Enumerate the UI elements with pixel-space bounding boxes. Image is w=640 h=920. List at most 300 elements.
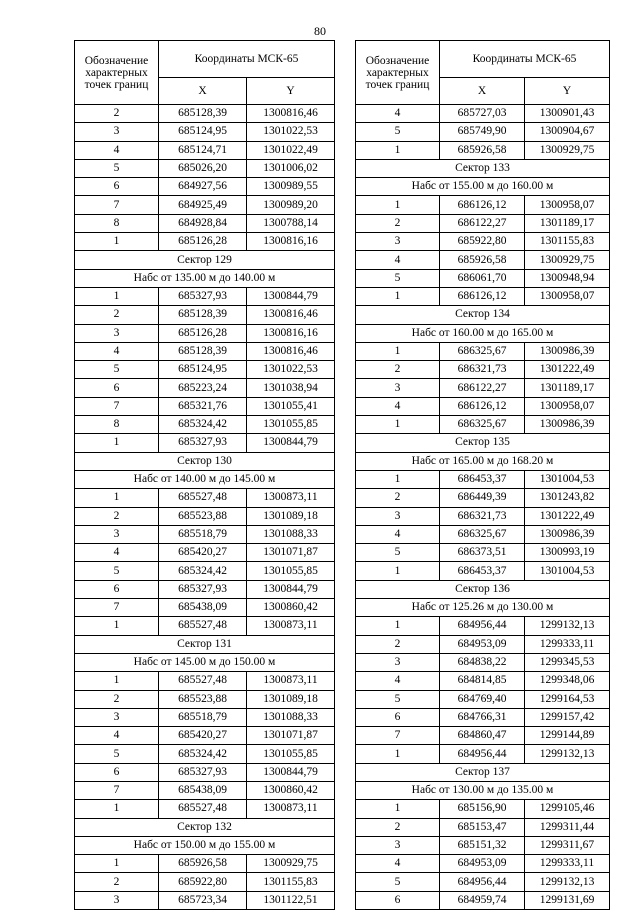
x-coordinate: 686122,27 [440, 214, 525, 232]
section-row [75, 635, 335, 653]
x-coordinate: 685324,42 [159, 562, 247, 580]
point-number: 3 [75, 525, 159, 543]
point-number: 4 [356, 672, 440, 690]
section-title: Набс от 155.00 м до 160.00 м [356, 178, 610, 196]
point-label-header: Обозначение характерных точек границ [356, 41, 440, 105]
y-coordinate: 1299345,53 [525, 653, 610, 671]
table-row [356, 361, 610, 379]
table-row [75, 891, 335, 909]
section-title: Набс от 150.00 м до 155.00 м [75, 836, 335, 854]
point-number: 1 [75, 617, 159, 635]
table-row [75, 379, 335, 397]
section-row [356, 452, 610, 470]
y-coordinate: 1300860,42 [247, 599, 335, 617]
x-coordinate: 686122,27 [440, 379, 525, 397]
point-number: 4 [75, 544, 159, 562]
x-coordinate: 686325,67 [440, 525, 525, 543]
x-coordinate: 685128,39 [159, 342, 247, 360]
table-row [356, 544, 610, 562]
x-coordinate: 686126,12 [440, 287, 525, 305]
table-row [356, 891, 610, 909]
x-coordinate: 685126,28 [159, 324, 247, 342]
y-coordinate: 1301189,17 [525, 379, 610, 397]
y-coordinate: 1300873,11 [247, 800, 335, 818]
x-coordinate: 685156,90 [440, 800, 525, 818]
table-row [75, 361, 335, 379]
x-coordinate: 684927,56 [159, 178, 247, 196]
y-coordinate: 1299131,69 [525, 891, 610, 909]
y-coordinate: 1300844,79 [247, 763, 335, 781]
table-row [75, 141, 335, 159]
point-number: 4 [75, 727, 159, 745]
y-coordinate: 1300958,07 [525, 196, 610, 214]
table-row [356, 635, 610, 653]
y-coordinate: 1301022,53 [247, 123, 335, 141]
table-row [356, 489, 610, 507]
table-row [75, 672, 335, 690]
table-row [356, 214, 610, 232]
table-row [75, 306, 335, 324]
point-number: 1 [356, 617, 440, 635]
y-coordinate: 1299311,67 [525, 836, 610, 854]
table-row [356, 836, 610, 854]
section-row [356, 434, 610, 452]
section-row [75, 470, 335, 488]
point-number: 2 [75, 306, 159, 324]
section-title: Набс от 145.00 м до 150.00 м [75, 653, 335, 671]
y-coordinate: 1300993,19 [525, 544, 610, 562]
y-coordinate: 1300901,43 [525, 105, 610, 123]
y-coordinate: 1300948,94 [525, 269, 610, 287]
section-title: Сектор 131 [75, 635, 335, 653]
x-coordinate: 686373,51 [440, 544, 525, 562]
x-coordinate: 685420,27 [159, 727, 247, 745]
y-header: Y [247, 78, 335, 105]
x-coordinate: 684928,84 [159, 214, 247, 232]
x-coordinate: 685527,48 [159, 672, 247, 690]
y-coordinate: 1301055,41 [247, 397, 335, 415]
y-coordinate: 1301155,83 [525, 233, 610, 251]
table-row [75, 287, 335, 305]
y-coordinate: 1301089,18 [247, 690, 335, 708]
point-number: 4 [356, 397, 440, 415]
y-coordinate: 1300989,20 [247, 196, 335, 214]
table-row [75, 416, 335, 434]
x-coordinate: 684814,85 [440, 672, 525, 690]
point-number: 6 [75, 763, 159, 781]
point-number: 1 [75, 672, 159, 690]
x-coordinate: 684956,44 [440, 873, 525, 891]
x-coordinate: 685926,58 [440, 141, 525, 159]
section-row [356, 324, 610, 342]
point-number: 2 [356, 214, 440, 232]
x-coordinate: 685151,32 [440, 836, 525, 854]
table-row [356, 233, 610, 251]
table-row [356, 397, 610, 415]
point-number: 4 [356, 525, 440, 543]
table-row [356, 379, 610, 397]
y-coordinate: 1301022,53 [247, 361, 335, 379]
x-coordinate: 685922,80 [159, 873, 247, 891]
table-row [356, 873, 610, 891]
coordinates-table-left [74, 40, 335, 910]
table-row [75, 196, 335, 214]
section-title: Сектор 129 [75, 251, 335, 269]
x-coordinate: 685223,24 [159, 379, 247, 397]
point-number: 1 [356, 745, 440, 763]
x-coordinate: 686061,70 [440, 269, 525, 287]
point-number: 7 [75, 196, 159, 214]
point-number: 8 [75, 214, 159, 232]
point-number: 1 [75, 800, 159, 818]
point-number: 2 [356, 361, 440, 379]
table-row [75, 708, 335, 726]
x-coordinate: 686449,39 [440, 489, 525, 507]
y-coordinate: 1300986,39 [525, 342, 610, 360]
section-title: Набс от 165.00 м до 168.20 м [356, 452, 610, 470]
table-row [356, 690, 610, 708]
y-coordinate: 1299132,13 [525, 617, 610, 635]
point-number: 6 [75, 178, 159, 196]
point-number: 7 [75, 599, 159, 617]
table-row [75, 434, 335, 452]
x-coordinate: 685324,42 [159, 416, 247, 434]
x-coordinate: 684766,31 [440, 708, 525, 726]
coordinates-header: Координаты МСК-65 [159, 41, 335, 78]
table-row [75, 233, 335, 251]
point-number: 6 [356, 708, 440, 726]
y-coordinate: 1300904,67 [525, 123, 610, 141]
x-coordinate: 685523,88 [159, 507, 247, 525]
x-coordinate: 685124,71 [159, 141, 247, 159]
x-coordinate: 684925,49 [159, 196, 247, 214]
y-coordinate: 1301004,53 [525, 562, 610, 580]
point-number: 1 [356, 196, 440, 214]
point-number: 3 [75, 324, 159, 342]
point-number: 4 [356, 855, 440, 873]
y-coordinate: 1301055,85 [247, 416, 335, 434]
x-coordinate: 684956,44 [440, 617, 525, 635]
y-coordinate: 1301022,49 [247, 141, 335, 159]
x-coordinate: 685026,20 [159, 159, 247, 177]
table-row [75, 781, 335, 799]
y-coordinate: 1299333,11 [525, 635, 610, 653]
y-coordinate: 1300816,46 [247, 306, 335, 324]
point-number: 5 [75, 745, 159, 763]
y-coordinate: 1300844,79 [247, 287, 335, 305]
x-coordinate: 685124,95 [159, 123, 247, 141]
table-row [356, 617, 610, 635]
x-coordinate: 685153,47 [440, 818, 525, 836]
table-row [356, 653, 610, 671]
x-coordinate: 686126,12 [440, 397, 525, 415]
table-row [356, 105, 610, 123]
x-coordinate: 685327,93 [159, 434, 247, 452]
x-coordinate: 685518,79 [159, 525, 247, 543]
section-title: Набс от 135.00 м до 140.00 м [75, 269, 335, 287]
x-coordinate: 685124,95 [159, 361, 247, 379]
x-coordinate: 685518,79 [159, 708, 247, 726]
y-coordinate: 1301155,83 [247, 873, 335, 891]
y-coordinate: 1300844,79 [247, 580, 335, 598]
table-row [356, 855, 610, 873]
point-label-header: Обозначение характерных точек границ [75, 41, 159, 105]
point-number: 3 [75, 708, 159, 726]
table-row [75, 507, 335, 525]
y-coordinate: 1301222,49 [525, 361, 610, 379]
table-row [356, 123, 610, 141]
x-coordinate: 685327,93 [159, 580, 247, 598]
point-number: 7 [75, 397, 159, 415]
y-coordinate: 1300958,07 [525, 287, 610, 305]
x-coordinate: 686453,37 [440, 470, 525, 488]
table-row [75, 178, 335, 196]
section-row [75, 452, 335, 470]
table-row [75, 544, 335, 562]
x-coordinate: 685749,90 [440, 123, 525, 141]
y-coordinate: 1301071,87 [247, 544, 335, 562]
y-coordinate: 1300816,16 [247, 324, 335, 342]
x-coordinate: 685527,48 [159, 617, 247, 635]
point-number: 6 [75, 580, 159, 598]
table-row [75, 525, 335, 543]
point-number: 4 [75, 342, 159, 360]
x-coordinate: 685327,93 [159, 763, 247, 781]
point-number: 3 [75, 891, 159, 909]
y-coordinate: 1300929,75 [247, 855, 335, 873]
y-coordinate: 1300816,16 [247, 233, 335, 251]
point-number: 1 [356, 287, 440, 305]
section-row [75, 836, 335, 854]
x-header: X [159, 78, 247, 105]
point-number: 5 [75, 361, 159, 379]
section-row [356, 763, 610, 781]
table-row [75, 599, 335, 617]
x-coordinate: 685128,39 [159, 105, 247, 123]
y-coordinate: 1299132,13 [525, 873, 610, 891]
point-number: 2 [75, 690, 159, 708]
table-row [75, 159, 335, 177]
point-number: 3 [356, 653, 440, 671]
x-coordinate: 685527,48 [159, 800, 247, 818]
coordinates-table-right [355, 40, 610, 910]
point-number: 4 [356, 105, 440, 123]
table-row [356, 416, 610, 434]
section-title: Набс от 140.00 м до 145.00 м [75, 470, 335, 488]
section-title: Набс от 130.00 м до 135.00 м [356, 781, 610, 799]
section-title: Сектор 130 [75, 452, 335, 470]
table-row [75, 763, 335, 781]
x-coordinate: 684953,09 [440, 635, 525, 653]
section-row [356, 580, 610, 598]
x-coordinate: 684860,47 [440, 727, 525, 745]
x-coordinate: 686325,67 [440, 342, 525, 360]
y-coordinate: 1300788,14 [247, 214, 335, 232]
point-number: 2 [356, 489, 440, 507]
point-number: 2 [75, 105, 159, 123]
point-number: 1 [75, 489, 159, 507]
point-number: 5 [356, 269, 440, 287]
table-row [75, 324, 335, 342]
point-number: 5 [356, 873, 440, 891]
section-row [75, 818, 335, 836]
x-coordinate: 686321,73 [440, 507, 525, 525]
point-number: 2 [356, 635, 440, 653]
section-title: Сектор 132 [75, 818, 335, 836]
x-coordinate: 684953,09 [440, 855, 525, 873]
table-row [75, 800, 335, 818]
y-coordinate: 1300986,39 [525, 525, 610, 543]
point-number: 1 [75, 855, 159, 873]
table-row [75, 690, 335, 708]
y-coordinate: 1301055,85 [247, 562, 335, 580]
x-coordinate: 685926,58 [440, 251, 525, 269]
section-row [75, 269, 335, 287]
table-row [356, 287, 610, 305]
point-number: 3 [356, 836, 440, 854]
table-row [356, 708, 610, 726]
point-number: 1 [356, 470, 440, 488]
point-number: 5 [75, 159, 159, 177]
point-number: 1 [75, 434, 159, 452]
point-number: 6 [356, 891, 440, 909]
section-row [75, 653, 335, 671]
x-coordinate: 685727,03 [440, 105, 525, 123]
y-coordinate: 1299311,44 [525, 818, 610, 836]
x-coordinate: 686126,12 [440, 196, 525, 214]
point-number: 2 [75, 873, 159, 891]
y-coordinate: 1300873,11 [247, 489, 335, 507]
y-coordinate: 1299157,42 [525, 708, 610, 726]
table-row [356, 672, 610, 690]
table-row [356, 562, 610, 580]
x-coordinate: 685128,39 [159, 306, 247, 324]
x-coordinate: 686321,73 [440, 361, 525, 379]
x-coordinate: 685420,27 [159, 544, 247, 562]
x-coordinate: 685126,28 [159, 233, 247, 251]
y-coordinate: 1301006,02 [247, 159, 335, 177]
y-coordinate: 1299164,53 [525, 690, 610, 708]
table-row [75, 105, 335, 123]
table-row [356, 196, 610, 214]
table-row [356, 470, 610, 488]
table-row [356, 525, 610, 543]
table-row [75, 855, 335, 873]
x-coordinate: 684959,74 [440, 891, 525, 909]
point-number: 5 [356, 123, 440, 141]
y-coordinate: 1299144,89 [525, 727, 610, 745]
table-row [75, 745, 335, 763]
point-number: 7 [75, 781, 159, 799]
x-coordinate: 685723,34 [159, 891, 247, 909]
point-number: 3 [356, 233, 440, 251]
y-coordinate: 1300986,39 [525, 416, 610, 434]
y-coordinate: 1301222,49 [525, 507, 610, 525]
section-title: Сектор 136 [356, 580, 610, 598]
point-number: 3 [356, 379, 440, 397]
y-coordinate: 1299105,46 [525, 800, 610, 818]
y-coordinate: 1301189,17 [525, 214, 610, 232]
point-number: 3 [75, 123, 159, 141]
x-coordinate: 684838,22 [440, 653, 525, 671]
point-number: 3 [356, 507, 440, 525]
section-title: Набс от 125.26 м до 130.00 м [356, 599, 610, 617]
point-number: 7 [356, 727, 440, 745]
table-row [356, 818, 610, 836]
x-coordinate: 685321,76 [159, 397, 247, 415]
y-coordinate: 1301071,87 [247, 727, 335, 745]
y-coordinate: 1300816,46 [247, 105, 335, 123]
section-title: Набс от 160.00 м до 165.00 м [356, 324, 610, 342]
page-number: 80 [314, 24, 326, 38]
point-number: 1 [356, 800, 440, 818]
x-coordinate: 684956,44 [440, 745, 525, 763]
point-number: 8 [75, 416, 159, 434]
y-coordinate: 1300816,46 [247, 342, 335, 360]
section-title: Сектор 134 [356, 306, 610, 324]
table-row [75, 123, 335, 141]
point-number: 5 [75, 562, 159, 580]
point-number: 1 [356, 141, 440, 159]
point-number: 2 [356, 818, 440, 836]
point-number: 5 [356, 544, 440, 562]
point-number: 4 [75, 141, 159, 159]
y-coordinate: 1300929,75 [525, 141, 610, 159]
y-coordinate: 1301038,94 [247, 379, 335, 397]
table-row [75, 214, 335, 232]
table-row [356, 507, 610, 525]
right-table-body [356, 105, 610, 910]
y-header: Y [525, 78, 610, 105]
table-row [75, 873, 335, 891]
table-row [75, 617, 335, 635]
table-row [356, 800, 610, 818]
y-coordinate: 1299348,06 [525, 672, 610, 690]
x-coordinate: 685324,42 [159, 745, 247, 763]
point-number: 1 [356, 562, 440, 580]
point-number: 1 [356, 342, 440, 360]
x-header: X [440, 78, 525, 105]
point-number: 6 [75, 379, 159, 397]
point-number: 1 [75, 287, 159, 305]
table-row [356, 727, 610, 745]
y-coordinate: 1300958,07 [525, 397, 610, 415]
table-row [75, 562, 335, 580]
y-coordinate: 1301088,33 [247, 708, 335, 726]
section-row [75, 251, 335, 269]
y-coordinate: 1300929,75 [525, 251, 610, 269]
y-coordinate: 1301243,82 [525, 489, 610, 507]
x-coordinate: 685327,93 [159, 287, 247, 305]
y-coordinate: 1300860,42 [247, 781, 335, 799]
y-coordinate: 1300989,55 [247, 178, 335, 196]
x-coordinate: 686453,37 [440, 562, 525, 580]
y-coordinate: 1301089,18 [247, 507, 335, 525]
table-row [75, 727, 335, 745]
point-number: 2 [75, 507, 159, 525]
y-coordinate: 1301122,51 [247, 891, 335, 909]
y-coordinate: 1301055,85 [247, 745, 335, 763]
coordinates-header: Координаты МСК-65 [440, 41, 610, 78]
section-row [356, 781, 610, 799]
x-coordinate: 685438,09 [159, 781, 247, 799]
section-title: Сектор 135 [356, 434, 610, 452]
section-row [356, 178, 610, 196]
y-coordinate: 1300873,11 [247, 617, 335, 635]
y-coordinate: 1300873,11 [247, 672, 335, 690]
point-number: 1 [356, 416, 440, 434]
x-coordinate: 685922,80 [440, 233, 525, 251]
